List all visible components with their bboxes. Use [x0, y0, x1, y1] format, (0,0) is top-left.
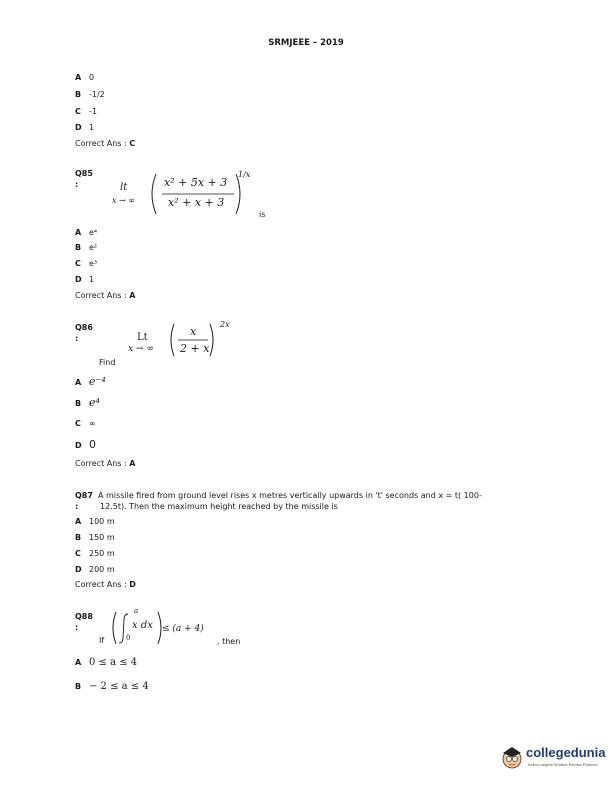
q88-option-a[interactable]: A 0 ≤ a ≤ 4: [75, 657, 138, 668]
q85-lim-sub: x → ∞: [112, 196, 135, 205]
q88-rhs: ≤ (a + 4): [162, 624, 204, 634]
q87-option-c[interactable]: C 250 m: [75, 549, 115, 558]
q85-number: Q85 :: [75, 169, 93, 189]
q85-option-c[interactable]: C e³: [75, 259, 98, 268]
q86-number: Q86 :: [75, 323, 93, 343]
q87-option-b[interactable]: B 150 m: [75, 533, 115, 542]
q86-denominator: 2 + x: [180, 342, 210, 355]
q84-option-d[interactable]: D 1: [75, 123, 95, 132]
logo-wordmark: collegedunia: [526, 745, 606, 760]
q88-integrand: x dx: [132, 620, 153, 631]
q84-option-a[interactable]: A 0: [75, 73, 95, 82]
q85-option-d[interactable]: D 1: [75, 275, 95, 284]
q85-exponent: 1/x: [238, 170, 251, 179]
q86-option-a[interactable]: A e⁻⁴: [75, 375, 106, 388]
q86-option-b[interactable]: B e⁴: [75, 396, 100, 409]
q85-denominator: x² + x + 3: [168, 196, 225, 209]
q86-option-d[interactable]: D 0: [75, 438, 96, 451]
q87-number: Q87 :: [75, 491, 93, 511]
q86-lim-sub: x → ∞: [128, 344, 154, 354]
q88-upper-limit: a: [134, 607, 139, 615]
q85-lt: lt: [120, 182, 128, 193]
collegedunia-logo: [500, 743, 608, 775]
q84-option-b[interactable]: B -1/2: [75, 90, 105, 99]
q87-option-d[interactable]: D 200 m: [75, 565, 115, 574]
q87-question-text: A missile fired from ground level rises x metres vertically upwards in 't' seconds and x = t( 100- 12.5t). Then the maximum height reached by the missile is: [98, 491, 482, 511]
q88-if: If: [99, 636, 105, 645]
q85-correct-answer: Correct Ans : A: [75, 291, 136, 300]
q86-find: Find: [99, 358, 116, 367]
q86-exponent: 2x: [220, 320, 230, 329]
page-header-title: SRMJEEE – 2019: [268, 38, 344, 48]
q85-option-a[interactable]: A e⁴: [75, 228, 98, 237]
q88-option-b[interactable]: B − 2 ≤ a ≤ 4: [75, 681, 149, 692]
q86-numerator: x: [190, 325, 197, 338]
q87-option-a[interactable]: A 100 m: [75, 517, 115, 526]
logo-tagline: India's largest Student Review Platform: [528, 762, 598, 767]
mascot-icon: [500, 743, 524, 771]
q88-number: Q88 :: [75, 612, 93, 632]
q88-then: , then: [217, 637, 241, 646]
q88-lower-limit: 0: [126, 634, 131, 642]
q86-option-c[interactable]: C ∞: [75, 419, 96, 428]
q85-suffix: is: [259, 210, 266, 219]
q86-lt: Lt: [137, 332, 148, 343]
q86-correct-answer: Correct Ans : A: [75, 459, 136, 468]
q87-correct-answer: Correct Ans : D: [75, 580, 136, 589]
q84-option-c[interactable]: C -1: [75, 107, 97, 116]
q85-numerator: x² + 5x + 3: [164, 176, 228, 189]
q85-option-b[interactable]: B e²: [75, 243, 98, 252]
q84-correct-answer: Correct Ans : C: [75, 139, 136, 148]
